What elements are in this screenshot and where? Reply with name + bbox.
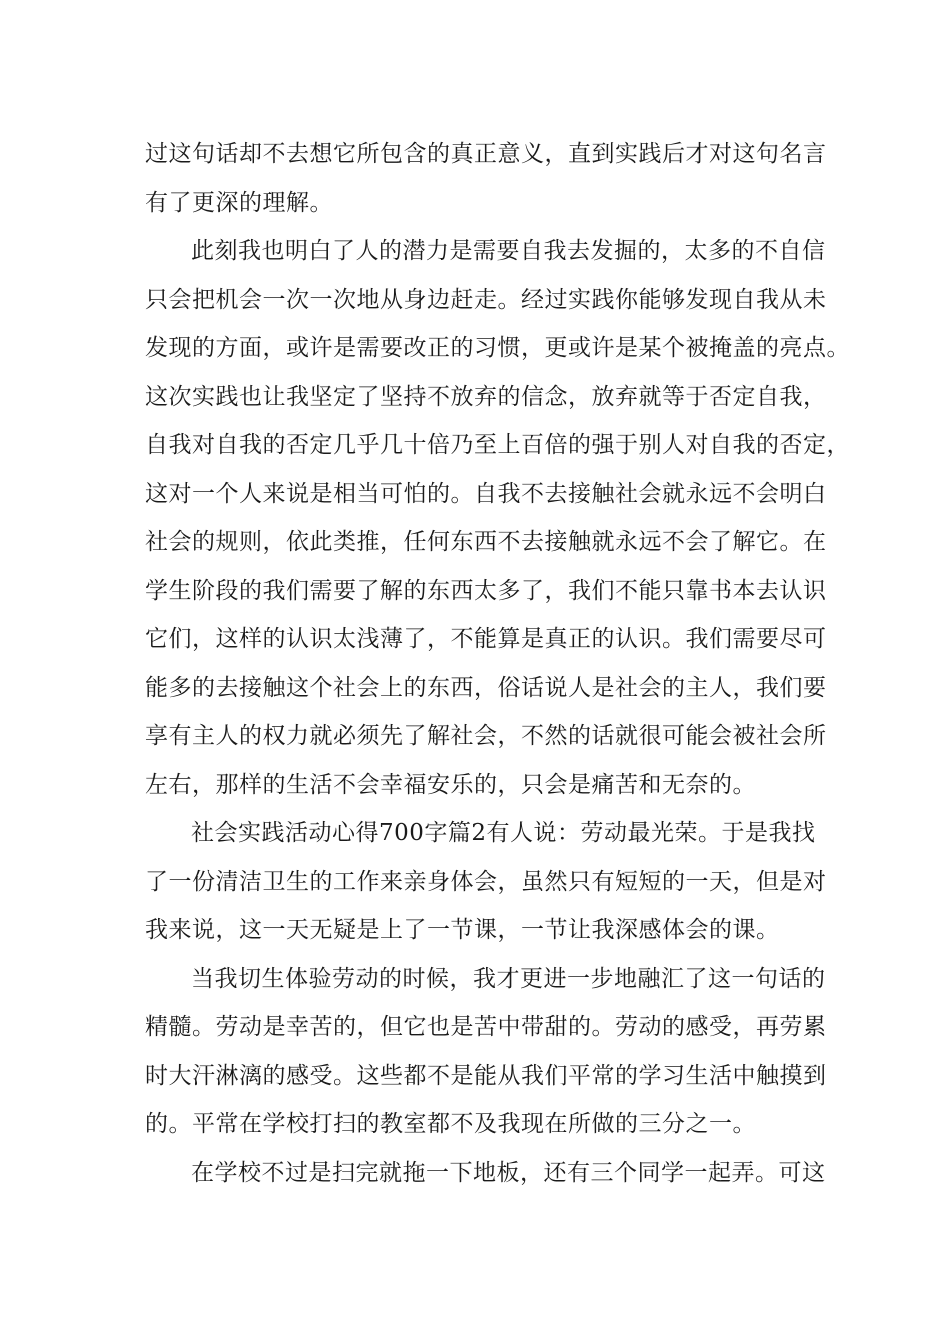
- text-line: 社会实践活动心得700字篇2有人说：劳动最光荣。于是我找: [191, 820, 816, 846]
- text-line: 时大汗淋漓的感受。这些都不是能从我们平常的学习生活中触摸到: [145, 1062, 827, 1089]
- text-line: 这对一个人来说是相当可怕的。自我不去接触社会就永远不会明白: [145, 480, 827, 507]
- text-line: 左右，那样的生活不会幸福安乐的，只会是痛苦和无奈的。: [145, 771, 756, 798]
- text-line: 自我对自我的否定几乎几十倍乃至上百倍的强于别人对自我的否定，: [145, 432, 850, 458]
- text-line: 享有主人的权力就必须先了解社会，不然的话就很可能会被社会所: [145, 723, 827, 749]
- text-line: 过这句话却不去想它所包含的真正意义，直到实践后才对这句名言: [145, 141, 827, 167]
- text-line: 能多的去接触这个社会上的东西，俗话说人是社会的主人，我们要: [145, 674, 827, 701]
- text-line: 有了更深的理解。: [145, 189, 333, 216]
- text-line: 的。平常在学校打扫的教室都不及我现在所做的三分之一。: [145, 1111, 756, 1137]
- text-line: 它们，这样的认识太浅薄了，不能算是真正的认识。我们需要尽可: [145, 626, 827, 652]
- text-line: 当我切生体验劳动的时候，我才更进一步地融汇了这一句话的: [191, 965, 826, 992]
- text-line: 这次实践也让我坚定了坚持不放弃的信念，放弃就等于否定自我，: [145, 383, 827, 410]
- text-line: 我来说，这一天无疑是上了一节课，一节让我深感体会的课。: [145, 917, 780, 943]
- text-line: 发现的方面，或许是需要改正的习惯，更或许是某个被掩盖的亮点。: [145, 335, 850, 361]
- document-body: [145, 130, 850, 1197]
- text-line: 精髓。劳动是幸苦的，但它也是苦中带甜的。劳动的感受，再劳累: [145, 1014, 827, 1040]
- text-line: 学生阶段的我们需要了解的东西太多了，我们不能只靠书本去认识: [145, 577, 827, 604]
- text-line: 只会把机会一次一次地从身边赶走。经过实践你能够发现自我从未: [145, 286, 827, 313]
- text-line: 此刻我也明白了人的潜力是需要自我去发掘的，太多的不自信: [191, 238, 826, 264]
- text-line: 社会的规则，依此类推，任何东西不去接触就永远不会了解它。在: [145, 529, 827, 555]
- text-line: 在学校不过是扫完就拖一下地板，还有三个同学一起弄。可这: [191, 1159, 826, 1186]
- text-line: 了一份清洁卫生的工作来亲身体会，虽然只有短短的一天，但是对: [145, 868, 827, 895]
